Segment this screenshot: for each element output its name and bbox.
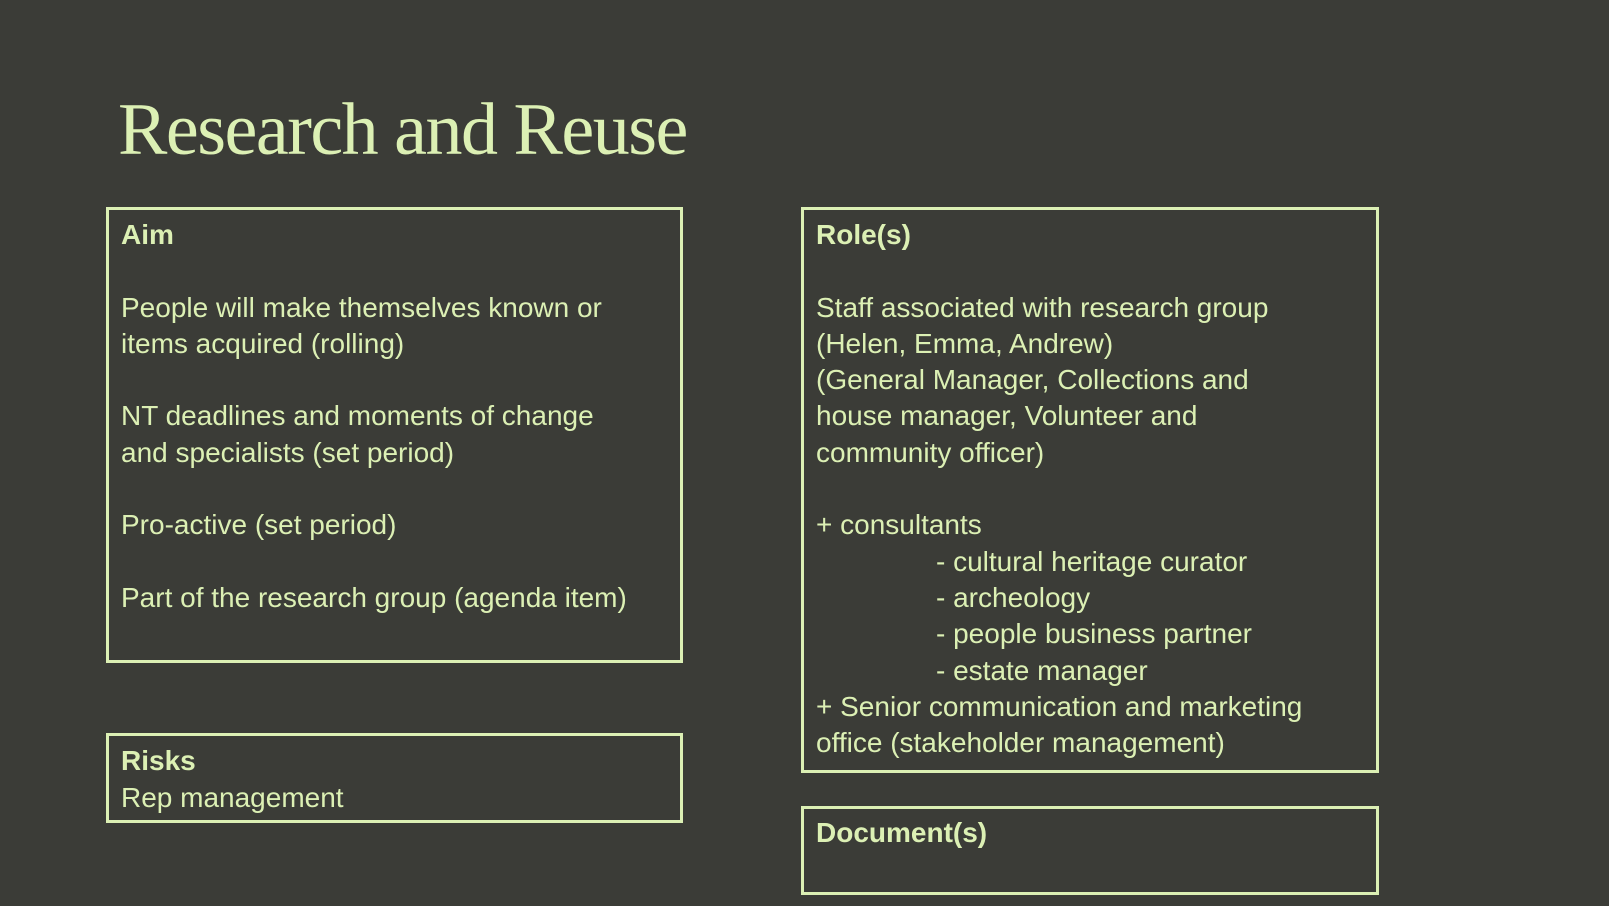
spacer — [816, 253, 1364, 289]
roles-line: house manager, Volunteer and — [816, 400, 1198, 432]
roles-sub-line: - estate manager — [936, 654, 1148, 686]
aim-line: People will make themselves known or — [121, 291, 602, 323]
roles-line: community officer) — [816, 436, 1045, 468]
aim-box — [106, 207, 683, 663]
slide-title: Research and Reuse — [118, 89, 687, 171]
spacer — [121, 544, 668, 580]
roles-line: Staff associated with research group — [816, 291, 1269, 323]
aim-line: items acquired (rolling) — [121, 327, 405, 359]
risks-heading: Risks — [121, 745, 196, 776]
spacer — [121, 253, 668, 289]
aim-heading: Aim — [121, 219, 174, 250]
risks-box — [106, 733, 683, 823]
roles-sub-line: - archeology — [936, 581, 1091, 613]
roles-line: (General Manager, Collections and — [816, 364, 1249, 396]
documents-box — [801, 806, 1379, 895]
aim-line: Pro-active (set period) — [121, 509, 397, 541]
aim-line: NT deadlines and moments of change — [121, 400, 594, 432]
roles-heading: Role(s) — [816, 219, 911, 250]
spacer — [121, 471, 668, 507]
aim-line: and specialists (set period) — [121, 436, 455, 468]
spacer — [816, 471, 1364, 507]
risks-line: Rep management — [121, 782, 344, 813]
roles-line: office (stakeholder management) — [816, 727, 1225, 759]
spacer — [121, 362, 668, 398]
roles-sub-line: - cultural heritage curator — [936, 545, 1248, 577]
roles-line: + Senior communication and marketing — [816, 690, 1303, 722]
roles-line: + consultants — [816, 509, 982, 541]
roles-sub-line: - people business partner — [936, 618, 1252, 650]
aim-line: Part of the research group (agenda item) — [121, 581, 627, 613]
roles-box — [801, 207, 1379, 773]
documents-heading: Document(s) — [816, 817, 988, 848]
roles-line: (Helen, Emma, Andrew) — [816, 327, 1114, 359]
